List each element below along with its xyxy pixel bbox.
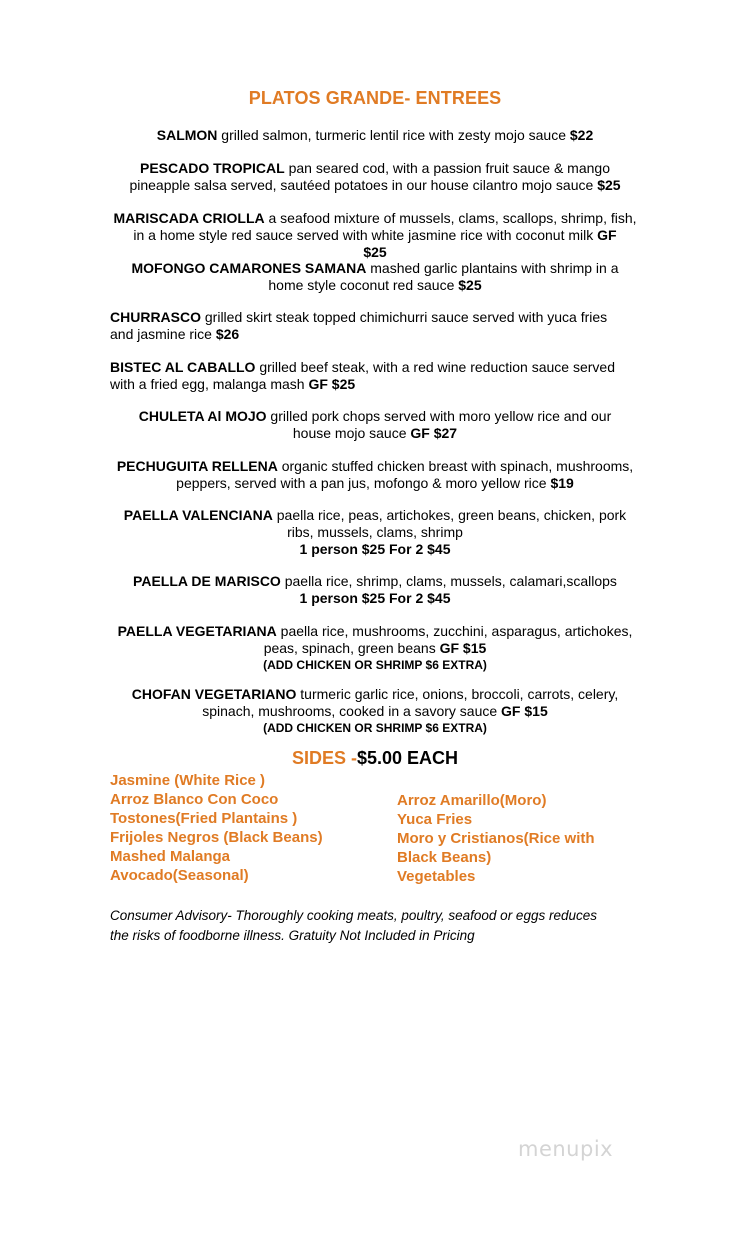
entree-price: GF $15 bbox=[439, 640, 487, 656]
entree-paella-valenciana bbox=[0, 507, 750, 558]
entree-desc: house mojo sauce bbox=[292, 425, 411, 441]
entree-paella-vegetariana bbox=[0, 623, 750, 674]
entree-desc: turmeric garlic rice, onions, broccoli, carrots, celery, bbox=[296, 686, 619, 702]
entree-name: PAELLA VEGETARIANA bbox=[117, 623, 277, 639]
entree-chofan-vegetariano bbox=[0, 686, 750, 737]
entree-price: $22 bbox=[569, 127, 594, 143]
sides-list-right bbox=[397, 791, 595, 886]
entree-desc: with a fried egg, malanga mash bbox=[110, 376, 309, 392]
entree-note: (ADD CHICKEN OR SHRIMP $6 EXTRA) bbox=[263, 658, 487, 672]
sides-list-left bbox=[110, 771, 323, 885]
entree-desc: spinach, mushrooms, cooked in a savory sauce bbox=[202, 703, 502, 719]
side-item: Arroz Blanco Con Coco bbox=[110, 791, 279, 808]
entree-bistec-al-caballo bbox=[110, 359, 670, 393]
entree-name: PECHUGUITA RELLENA bbox=[116, 458, 278, 474]
entree-desc: peas, spinach, green beans bbox=[263, 640, 440, 656]
entree-price: $25 bbox=[597, 177, 621, 193]
entree-name: MARISCADA CRIOLLA bbox=[113, 210, 265, 226]
side-item: Arroz Amarillo(Moro) bbox=[397, 792, 547, 809]
side-item: Mashed Malanga bbox=[110, 848, 231, 865]
entree-paella-de-marisco bbox=[0, 573, 750, 607]
entree-chuleta-al-mojo bbox=[0, 408, 750, 442]
entree-price: $26 bbox=[215, 326, 240, 342]
entree-desc: grilled pork chops served with moro yellow rice and our bbox=[266, 408, 612, 424]
entree-mariscada-criolla bbox=[0, 210, 750, 261]
entree-price: $25 bbox=[458, 277, 482, 293]
side-item: Yuca Fries bbox=[397, 811, 473, 828]
entree-desc: paella rice, mushrooms, zucchini, asparagus, artichokes, bbox=[276, 623, 633, 639]
entree-desc: paella rice, peas, artichokes, green beans, chicken, pork bbox=[272, 507, 627, 523]
sides-price: $5.00 EACH bbox=[356, 748, 459, 768]
entree-desc: in a home style red sauce served with white jasmine rice with coconut milk bbox=[133, 227, 598, 243]
entree-pescado-tropical bbox=[0, 160, 750, 194]
advisory-line: the risks of foodborne illness. Gratuity Not Included in Pricing bbox=[110, 928, 475, 943]
side-item: Moro y Cristianos(Rice with bbox=[397, 830, 595, 847]
watermark-logo: menupix bbox=[518, 1137, 614, 1161]
entree-price: $25 bbox=[363, 244, 387, 260]
advisory-line: Consumer Advisory- Thoroughly cooking meats, poultry, seafood or eggs reduces bbox=[110, 908, 597, 923]
side-item: Jasmine (White Rice ) bbox=[110, 772, 266, 789]
entree-desc: ribs, mussels, clams, shrimp bbox=[287, 524, 463, 540]
entree-pricing: 1 person $25 For 2 $45 bbox=[299, 590, 451, 606]
entree-desc: and jasmine rice bbox=[110, 326, 216, 342]
entree-price: GF $27 bbox=[410, 425, 458, 441]
side-item: Avocado(Seasonal) bbox=[110, 867, 249, 884]
entree-desc: pineapple salsa served, sautéed potatoes in our house cilantro mojo sauce bbox=[129, 177, 598, 193]
entree-desc: grilled beef steak, with a red wine reduction sauce served bbox=[255, 359, 615, 375]
menu-section-title: PLATOS GRANDE- ENTREES bbox=[248, 88, 502, 108]
entree-name: SALMON bbox=[156, 127, 218, 143]
entree-desc: grilled salmon, turmeric lentil rice with zesty mojo sauce bbox=[217, 127, 570, 143]
entree-price: GF $25 bbox=[308, 376, 356, 392]
side-item: Black Beans) bbox=[397, 849, 492, 866]
consumer-advisory bbox=[110, 906, 670, 946]
entree-name: PAELLA DE MARISCO bbox=[133, 573, 281, 589]
entree-desc: organic stuffed chicken breast with spinach, mushrooms, bbox=[277, 458, 634, 474]
entree-name: CHURRASCO bbox=[110, 309, 201, 325]
entree-pricing: 1 person $25 For 2 $45 bbox=[299, 541, 451, 557]
entree-price: GF $15 bbox=[501, 703, 548, 719]
entree-name: BISTEC AL CABALLO bbox=[110, 359, 256, 375]
side-item: Tostones(Fried Plantains ) bbox=[110, 810, 298, 827]
entree-desc: mashed garlic plantains with shrimp in a bbox=[366, 260, 619, 276]
entree-name: PAELLA VALENCIANA bbox=[123, 507, 273, 523]
entree-desc: a seafood mixture of mussels, clams, scallops, shrimp, fish, bbox=[264, 210, 637, 226]
entree-gf: GF bbox=[597, 227, 617, 243]
entree-desc: grilled skirt steak topped chimichurri sauce served with yuca fries bbox=[201, 309, 608, 325]
entree-mofongo-camarones bbox=[0, 260, 750, 294]
entree-salmon bbox=[0, 127, 750, 144]
side-item: Frijoles Negros (Black Beans) bbox=[110, 829, 323, 846]
entree-churrasco bbox=[110, 309, 670, 343]
entree-desc: pan seared cod, with a passion fruit sauce & mango bbox=[284, 160, 610, 176]
entree-desc: peppers, served with a pan jus, mofongo & moro yellow rice bbox=[176, 475, 551, 491]
entree-name: MOFONGO CAMARONES SAMANA bbox=[131, 260, 367, 276]
entree-desc: paella rice, shrimp, clams, mussels, calamari,scallops bbox=[280, 573, 617, 589]
entree-desc: home style coconut red sauce bbox=[268, 277, 459, 293]
sides-heading bbox=[0, 748, 750, 769]
entree-note: (ADD CHICKEN OR SHRIMP $6 EXTRA) bbox=[263, 721, 487, 735]
sides-label: SIDES - bbox=[291, 748, 357, 768]
entree-pechuguita-rellena bbox=[0, 458, 750, 492]
entree-price: $19 bbox=[550, 475, 574, 491]
side-item: Vegetables bbox=[397, 868, 476, 885]
entree-name: PESCADO TROPICAL bbox=[140, 160, 285, 176]
entree-name: CHOFAN VEGETARIANO bbox=[131, 686, 297, 702]
entree-name: CHULETA Al MOJO bbox=[138, 408, 267, 424]
